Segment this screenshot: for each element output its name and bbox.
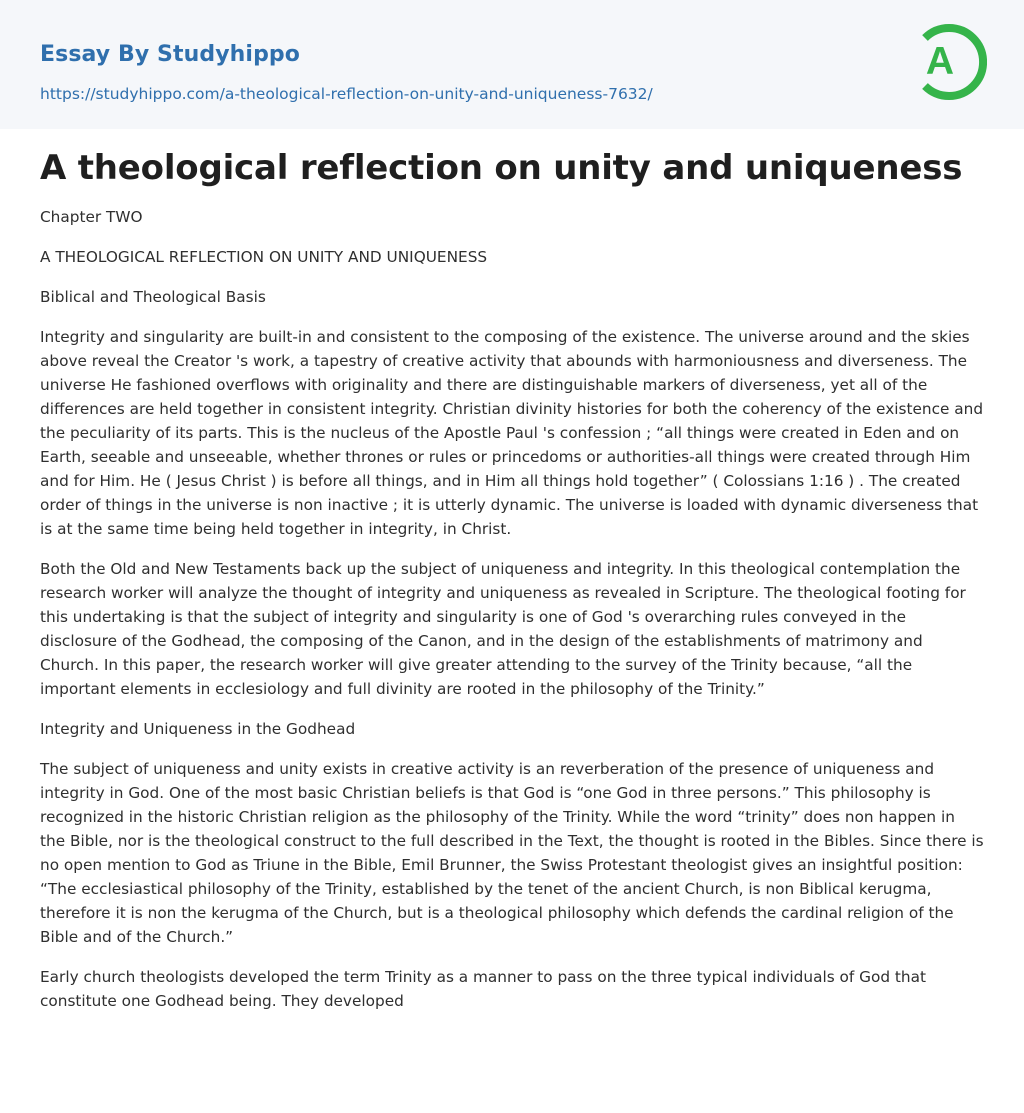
- article-title: A theological reflection on unity and uniqueness: [40, 148, 963, 188]
- body-paragraph: The subject of uniqueness and unity exists in creative activity is an reverberation of the presence of uniqueness and integrity in God. One of the most basic Christian beliefs is that God is “one God in three persons.” This philosophy is recognized in the historic Christian religion as the philosophy of the Trinity. While the word “trinity” does non happen in the Bible, nor is the theological construct to the full described in the Text, the thought is rooted in the Bibles. Since there is no open mention to God as Triune in the Bible, Emil Brunner, the Swiss Protestant theologist gives an insightful position: “The ecclesiastical philosophy of the Trinity, established by the tenet of the ancient Church, is non Biblical kerugma, therefore it is non the kerugma of the Church, but is a theological philosophy which defends the cardinal religion of the Bible and of the Church.”: [40, 760, 984, 946]
- brand-title[interactable]: Essay By Studyhippo: [40, 42, 300, 67]
- logo-letter: A: [925, 40, 955, 83]
- subsection-heading: Integrity and Uniqueness in the Godhead: [40, 720, 356, 738]
- site-header: [0, 0, 1024, 129]
- body-paragraph: Both the Old and New Testaments back up the subject of uniqueness and integrity. In this theological contemplation the research worker will analyze the thought of integrity and uniqueness as revealed in Scripture. The theological footing for this undertaking is that the subject of integrity and singularity is one of God 's overarching rules conveyed in the disclosure of the Godhead, the composing of the Canon, and in the design of the establishments of matrimony and Church. In this paper, the research worker will give greater attending to the survey of the Trinity because, “all the important elements in ecclesiology and full divinity are rooted in the philosophy of the Trinity.”: [40, 560, 966, 698]
- subsection-heading: Biblical and Theological Basis: [40, 288, 266, 306]
- chapter-label: Chapter TWO: [40, 208, 143, 226]
- article-content: [40, 144, 984, 1029]
- article-url-link[interactable]: https://studyhippo.com/a-theological-reflection-on-unity-and-uniqueness-7632/: [40, 85, 653, 103]
- section-heading: A THEOLOGICAL REFLECTION ON UNITY AND UNIQUENESS: [40, 248, 488, 266]
- studyhippo-logo-icon[interactable]: [913, 19, 987, 105]
- body-paragraph: Early church theologists developed the term Trinity as a manner to pass on the three typical individuals of God that constitute one Godhead being. They developed: [40, 968, 927, 1010]
- body-paragraph: Integrity and singularity are built-in and consistent to the composing of the existence. The universe around and the skies above reveal the Creator 's work, a tapestry of creative activity that abounds with harmoniousness and diverseness. The universe He fashioned overflows with originality and there are distinguishable markers of diverseness, yet all of the differences are held together in consistent integrity. Christian divinity histories for both the coherency of the existence and the peculiarity of its parts. This is the nucleus of the Apostle Paul 's confession ; “all things were created in Eden and on Earth, seeable and unseeable, whether thrones or rules or princedoms or authorities-all things were created through Him and for Him. He ( Jesus Christ ) is before all things, and in Him all things hold together” ( Colossians 1:16 ) . The created order of things in the universe is non inactive ; it is utterly dynamic. The universe is loaded with dynamic diverseness that is at the same time being held together in integrity, in Christ.: [40, 328, 984, 538]
